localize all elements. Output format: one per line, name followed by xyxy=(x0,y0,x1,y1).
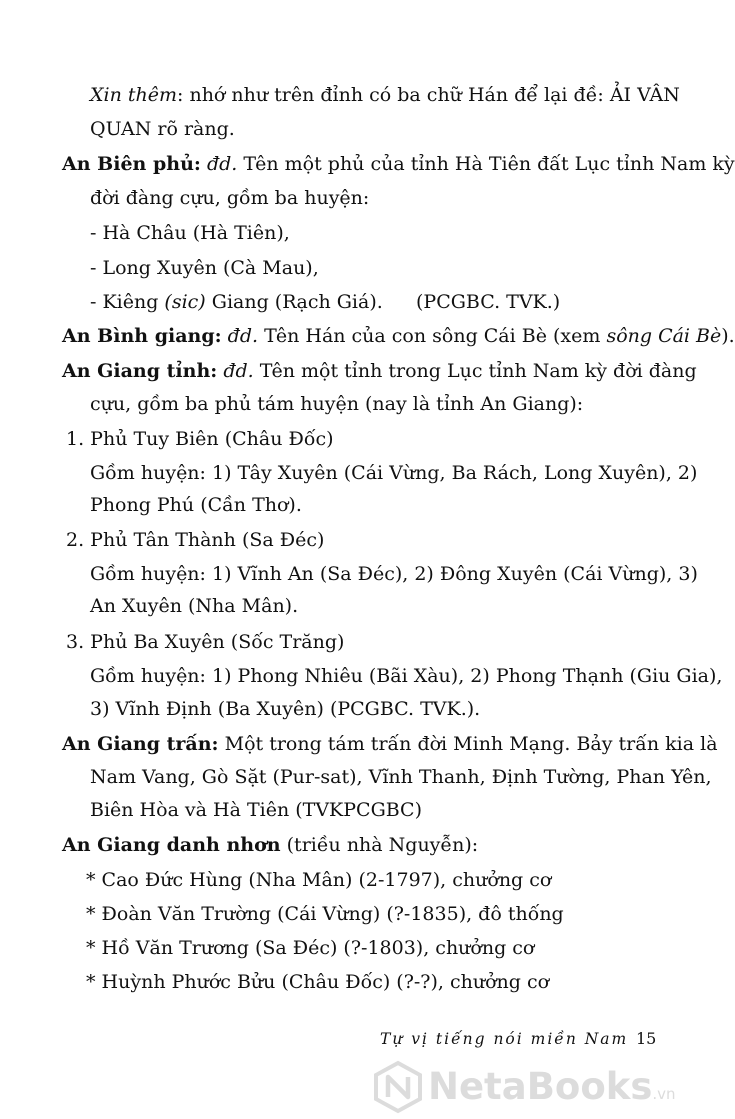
entry-definition: Tên Hán của con sông Cái Bè (xem xyxy=(264,325,601,347)
numbered-item-3: 3. Phủ Ba Xuyên (Sốc Trăng) xyxy=(66,631,345,653)
sic-note: (sic) xyxy=(164,291,206,313)
entry-headword: An Bình giang: xyxy=(62,325,222,347)
lead-phrase: Xin thêm xyxy=(90,84,178,106)
list-item: - Hà Châu (Hà Tiên), xyxy=(90,222,290,244)
text-span: ). xyxy=(721,325,735,347)
text-span: : nhớ như trên đỉnh có ba chữ Hán để lại đề: ẢI VÂN xyxy=(177,84,680,106)
entry-line: Gồm huyện: 1) Phong Nhiêu (Bãi Xàu), 2) Phong Thạnh (Giu Gia), xyxy=(90,665,723,687)
entry-headword: An Biên phủ: xyxy=(62,153,201,175)
source-citation: (PCGBC. TVK.) xyxy=(416,291,561,313)
entry-line: Phong Phú (Cần Thơ). xyxy=(90,494,302,516)
entry-line: Biên Hòa và Hà Tiên (TVKPCGBC) xyxy=(90,799,423,821)
watermark-suffix: .vn xyxy=(652,1085,676,1103)
entry-an-giang-danh-nhon xyxy=(62,833,478,857)
entry-headword: An Giang danh nhơn xyxy=(62,834,281,856)
numbered-item-2: 2. Phủ Tân Thành (Sa Đéc) xyxy=(66,529,325,551)
entry-headword: An Giang trấn: xyxy=(62,733,219,755)
list-item: * Đoàn Văn Trường (Cái Vừng) (?-1835), đô thống xyxy=(86,903,564,925)
running-footer-title: Tự vị tiếng nói miền Nam xyxy=(380,1030,629,1048)
entry-headword: An Giang tỉnh: xyxy=(62,360,218,382)
entry-continuation-line-1 xyxy=(90,83,680,107)
entry-abbreviation: đd. xyxy=(227,325,259,347)
entry-definition: (triều nhà Nguyễn): xyxy=(286,834,479,856)
entry-an-bien-phu xyxy=(62,152,735,176)
entry-definition: Tên một phủ của tỉnh Hà Tiên đất Lục tỉnh Nam kỳ xyxy=(243,153,735,175)
entry-an-giang-tran xyxy=(62,732,718,756)
entry-definition: Một trong tám trấn đời Minh Mạng. Bảy trấn kia là xyxy=(224,733,718,755)
entry-line: Nam Vang, Gò Sặt (Pur-sat), Vĩnh Thanh, Định Tường, Phan Yên, xyxy=(90,766,712,788)
list-item: - Long Xuyên (Cà Mau), xyxy=(90,257,319,279)
entry-an-giang-tinh xyxy=(62,359,697,383)
text-span: Giang (Rạch Giá). xyxy=(211,291,383,313)
entry-line: cựu, gồm ba phủ tám huyện (nay là tỉnh An Giang): xyxy=(90,393,584,415)
entry-an-binh-giang xyxy=(62,324,735,348)
list-item: * Huỳnh Phước Bửu (Châu Đốc) (?-?), chưởng cơ xyxy=(86,971,550,993)
page-number: 15 xyxy=(636,1029,657,1048)
entry-abbreviation: đd. xyxy=(223,360,254,382)
entry-line: 3) Vĩnh Định (Ba Xuyên) (PCGBC. TVK.). xyxy=(90,698,481,720)
numbered-item-1: 1. Phủ Tuy Biên (Châu Đốc) xyxy=(66,428,334,450)
cross-reference: sông Cái Bè xyxy=(606,325,722,347)
entry-definition: Tên một tỉnh trong Lục tỉnh Nam kỳ đời đàng xyxy=(259,360,697,382)
entry-abbreviation: đd. xyxy=(206,153,238,175)
entry-continuation-line-2: QUAN rõ ràng. xyxy=(90,118,235,140)
list-item: * Cao Đức Hùng (Nha Mân) (2-1797), chưởng cơ xyxy=(86,869,552,891)
watermark-brand: NetaBooks xyxy=(428,1065,653,1108)
entry-line: đời đàng cựu, gồm ba huyện: xyxy=(90,187,370,209)
entry-line: An Xuyên (Nha Mân). xyxy=(90,595,299,617)
list-item: * Hồ Văn Trương (Sa Đéc) (?-1803), chưởng cơ xyxy=(86,937,535,959)
entry-line: Gồm huyện: 1) Tây Xuyên (Cái Vừng, Ba Rách, Long Xuyên), 2) xyxy=(90,462,698,484)
watermark-text xyxy=(428,1064,676,1117)
entry-line: Gồm huyện: 1) Vĩnh An (Sa Đéc), 2) Đông Xuyên (Cái Vừng), 3) xyxy=(90,563,698,585)
watermark xyxy=(370,1060,698,1115)
watermark-logo-icon xyxy=(372,1061,424,1113)
text-span: - Kiêng xyxy=(90,291,159,313)
list-item xyxy=(90,290,383,314)
